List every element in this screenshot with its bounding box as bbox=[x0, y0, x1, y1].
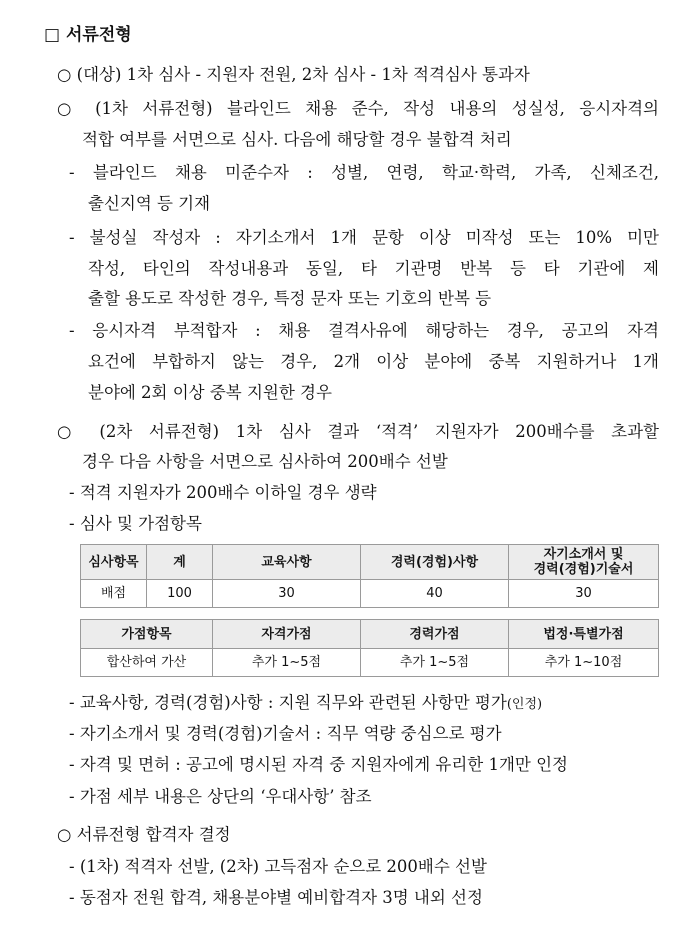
score-table bbox=[80, 544, 659, 608]
score-header-career: 경력(경험)사항 bbox=[361, 545, 509, 580]
score-header-essay bbox=[509, 545, 659, 580]
sub-item-ineligible-cont2: 분야에 2회 이상 중복 지원한 경우 bbox=[88, 383, 332, 402]
note-education-career-text: - 교육사항, 경력(경험)사항 : 지원 직무와 관련된 사항만 평가 bbox=[69, 693, 507, 712]
bonus-cell: 추가 1~5점 bbox=[213, 649, 361, 677]
note-education-career bbox=[69, 693, 542, 715]
sub-item-insincere: - 불성실 작성자 : 자기소개서 1개 문항 이상 미작성 또는 10% 미만 bbox=[69, 228, 659, 247]
bullet-first-screening: ○ (1차 서류전형) 블라인드 채용 준수, 작성 내용의 성실성, 응시자격의 bbox=[57, 99, 659, 118]
bonus-cell: 추가 1~10점 bbox=[509, 649, 659, 677]
bonus-header-license: 자격가점 bbox=[213, 620, 361, 649]
bullet-second-screening-cont: 경우 다음 사항을 서면으로 심사하여 200배수 선발 bbox=[82, 452, 448, 471]
sub-item-items: - 심사 및 가점항목 bbox=[69, 514, 202, 533]
bullet-first-screening-cont: 적합 여부를 서면으로 심사. 다음에 해당할 경우 불합격 처리 bbox=[82, 130, 512, 149]
score-cell: 100 bbox=[147, 580, 213, 608]
bullet-target: ○ (대상) 1차 심사 - 지원자 전원, 2차 심사 - 1차 적격심사 통과자 bbox=[57, 65, 530, 84]
note-license: - 자격 및 면허 : 공고에 명시된 자격 중 지원자에게 유리한 1개만 인정 bbox=[69, 755, 568, 774]
sub-item-selection: - (1차) 적격자 선발, (2차) 고득점자 순으로 200배수 선발 bbox=[69, 857, 487, 876]
bonus-header-career: 경력가점 bbox=[361, 620, 509, 649]
note-essay: - 자기소개서 및 경력(경험)기술서 : 직무 역량 중심으로 평가 bbox=[69, 724, 502, 743]
sub-item-insincere-cont: 작성, 타인의 작성내용과 동일, 타 기관명 반복 등 타 기관에 제 bbox=[88, 259, 659, 278]
sub-item-skip: - 적격 지원자가 200배수 이하일 경우 생략 bbox=[69, 483, 377, 502]
note-bonus-detail: - 가점 세부 내용은 상단의 ‘우대사항’ 참조 bbox=[69, 787, 372, 806]
score-header-total: 계 bbox=[147, 545, 213, 580]
sub-item-tie: - 동점자 전원 합격, 채용분야별 예비합격자 3명 내외 선정 bbox=[69, 888, 483, 907]
score-cell: 40 bbox=[361, 580, 509, 608]
score-header-essay-line1: 자기소개서 및 bbox=[543, 547, 624, 562]
score-header-item: 심사항목 bbox=[81, 545, 147, 580]
sub-item-ineligible: - 응시자격 부적합자 : 채용 결격사유에 해당하는 경우, 공고의 자격 bbox=[69, 321, 659, 340]
bonus-cell: 추가 1~5점 bbox=[361, 649, 509, 677]
section-title: □ 서류전형 bbox=[44, 25, 132, 45]
bonus-header-legal: 법정·특별가점 bbox=[509, 620, 659, 649]
note-education-career-suffix: (인정) bbox=[506, 697, 543, 712]
score-header-essay-line2: 경력(경험)기술서 bbox=[533, 562, 634, 577]
sub-item-ineligible-cont: 요건에 부합하지 않는 경우, 2개 이상 분야에 중복 지원하거나 1개 bbox=[88, 352, 659, 371]
sub-item-blind-cont: 출신지역 등 기재 bbox=[88, 194, 211, 213]
score-cell: 30 bbox=[213, 580, 361, 608]
bullet-second-screening: ○ (2차 서류전형) 1차 심사 결과 ‘적격’ 지원자가 200배수를 초과할 bbox=[57, 422, 659, 441]
sub-item-insincere-cont2: 출할 용도로 작성한 경우, 특정 문자 또는 기호의 반복 등 bbox=[88, 289, 492, 308]
bonus-cell: 합산하여 가산 bbox=[81, 649, 213, 677]
bonus-header-item: 가점항목 bbox=[81, 620, 213, 649]
bonus-table bbox=[80, 619, 659, 677]
sub-item-blind: - 블라인드 채용 미준수자 : 성별, 연령, 학교·학력, 가족, 신체조건, bbox=[69, 163, 659, 182]
bullet-pass-decision: ○ 서류전형 합격자 결정 bbox=[57, 825, 231, 844]
score-cell: 배점 bbox=[81, 580, 147, 608]
score-header-education: 교육사항 bbox=[213, 545, 361, 580]
score-cell: 30 bbox=[509, 580, 659, 608]
